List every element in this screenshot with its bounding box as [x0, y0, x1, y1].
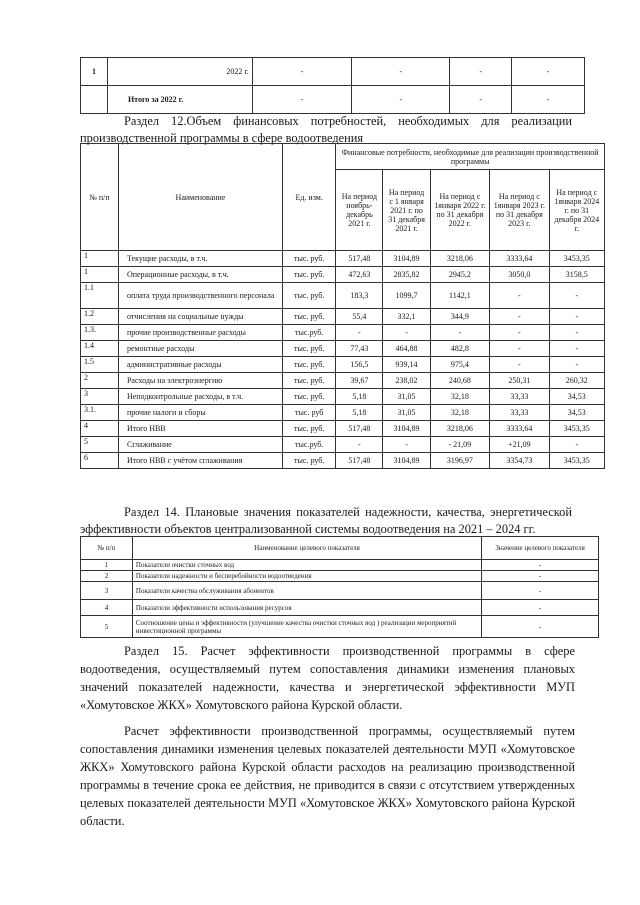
cell-value: 31,05 [383, 389, 430, 405]
cell-unit: тыс. руб. [283, 453, 336, 469]
cell-value: 517,48 [336, 251, 383, 267]
cell-value: 5,18 [336, 405, 383, 421]
section15-paragraph: Расчет эффективности производственной программы, осуществляемый путем сопоставления динамики изменения целевых показателей деятельности МУП «Хомутовское ЖКХ» Хомутовского района Курской области расходов на реализацию производственной программы в течение срока ее действия, не приводится в связи с отсутствием утвержденных целевых показателей деятельности МУП «Хомутовское ЖКХ» Хомутовского района Курской области. [80, 724, 575, 828]
table-header-row [81, 537, 599, 560]
cell-name: Неподконтрольные расходы, в т.ч. [118, 389, 282, 405]
cell-value: 482,8 [430, 341, 489, 357]
cell-name: Соотношение цены и эффективности (улучшение качества очистки сточных вод ) реализации мероприятий инвестиционной программы [132, 616, 481, 638]
cell-num: 2 [81, 373, 119, 389]
cell-unit: тыс. руб. [283, 357, 336, 373]
table-row [81, 582, 599, 600]
cell-unit: тыс. руб. [283, 251, 336, 267]
cell-name: оплата труда производственного персонала [118, 283, 282, 309]
header-group: Финансовые потребности, необходимые для реализации производственной программы [336, 144, 605, 170]
cell-num: 5 [81, 616, 133, 638]
header-value: Значение целевого показателя [482, 537, 599, 560]
cell-value: 3333,64 [490, 421, 549, 437]
header-name: Наименование целевого показателя [132, 537, 481, 560]
cell-value: - [430, 325, 489, 341]
cell-value: 472,63 [336, 267, 383, 283]
cell-num: 1.1 [81, 283, 119, 309]
cell-value: 3104,89 [383, 251, 430, 267]
cell-value: 1142,1 [430, 283, 489, 309]
cell-name: отчисления на социальные нужды [118, 309, 282, 325]
cell-value: 3050,0 [490, 267, 549, 283]
cell-value: - [490, 283, 549, 309]
cell-value: 939,14 [383, 357, 430, 373]
cell-value: - [490, 325, 549, 341]
cell-name: Показатели качества обслуживания абонентов [132, 582, 481, 600]
table-row [81, 86, 585, 114]
section14-table [80, 536, 599, 638]
cell: - [512, 58, 585, 86]
cell-value: 34,53 [549, 405, 604, 421]
table-header-row [81, 144, 605, 170]
cell-value: - [482, 571, 599, 582]
cell-value: +21,09 [490, 437, 549, 453]
cell-value: 3104,89 [383, 421, 430, 437]
cell-value: 3104,89 [383, 453, 430, 469]
cell-value: 975,4 [430, 357, 489, 373]
cell: 2022 г. [107, 58, 252, 86]
cell-num: 1.4 [81, 341, 119, 357]
cell-value: - [490, 357, 549, 373]
cell-name: административные расходы [118, 357, 282, 373]
cell-value: - [549, 437, 604, 453]
cell-name: Расходы на электроэнергию [118, 373, 282, 389]
cell-value: 33,33 [490, 389, 549, 405]
header-period: На период с 1 января 2021 г. по 31 декабря 2021 г. [383, 170, 430, 251]
cell: 1 [81, 58, 108, 86]
cell-value: 31,05 [383, 405, 430, 421]
cell-name: Операционные расходы, в т.ч. [118, 267, 282, 283]
cell-value: - [549, 325, 604, 341]
header-num: № п/п [81, 537, 133, 560]
cell-value: 332,1 [383, 309, 430, 325]
cell-value: - [549, 357, 604, 373]
cell-value: 55,4 [336, 309, 383, 325]
cell-value: 3453,35 [549, 251, 604, 267]
header-unit: Ед. изм. [283, 144, 336, 251]
cell-value: - [482, 600, 599, 616]
cell-num: 3 [81, 582, 133, 600]
cell-num: 2 [81, 571, 133, 582]
cell-value: - [482, 616, 599, 638]
cell-unit: тыс. руб. [283, 267, 336, 283]
cell-value: 2835,82 [383, 267, 430, 283]
cell-value: - [482, 560, 599, 571]
section12-table [80, 143, 605, 469]
header-period: На период ноябрь-декабрь 2021 г. [336, 170, 383, 251]
cell-value: - 21,09 [430, 437, 489, 453]
cell-num: 3.1. [81, 405, 119, 421]
cell-value: 517,48 [336, 421, 383, 437]
table-row [81, 325, 605, 341]
cell-num: 1.2 [81, 309, 119, 325]
table-row [81, 421, 605, 437]
header-period: На период с 1января 2022 г. по 31 декабря 2022 г. [430, 170, 489, 251]
table-row [81, 267, 605, 283]
cell-value: - [490, 341, 549, 357]
cell-num: 5 [81, 437, 119, 453]
cell-value: 250,31 [490, 373, 549, 389]
cell-value: 156,5 [336, 357, 383, 373]
cell-value: - [383, 325, 430, 341]
cell-value: 32,18 [430, 405, 489, 421]
table-row [81, 373, 605, 389]
cell-value: 77,43 [336, 341, 383, 357]
cell-value: 5,18 [336, 389, 383, 405]
table-row [81, 453, 605, 469]
section14-title: Раздел 14. Плановые значения показателей надежности, качества, энергетической эффективности объектов централизованной системы водоотведения на 2021 – 2024 гг. [80, 505, 572, 536]
cell-value: 1099,7 [383, 283, 430, 309]
cell-value: 240,68 [430, 373, 489, 389]
cell: - [252, 86, 352, 114]
cell-value: 3354,73 [490, 453, 549, 469]
cell-unit: тыс. руб. [283, 341, 336, 357]
cell-value: 517,48 [336, 453, 383, 469]
cell-value: 3453,35 [549, 453, 604, 469]
cell: - [252, 58, 352, 86]
table-row [81, 58, 585, 86]
cell-unit: тыс. руб. [283, 373, 336, 389]
cell-unit: тыс. руб. [283, 421, 336, 437]
table-row [81, 405, 605, 421]
cell-name: Текущие расходы, в т.ч. [118, 251, 282, 267]
cell-value: 183,3 [336, 283, 383, 309]
table-row [81, 341, 605, 357]
cell-value: - [549, 341, 604, 357]
cell-name: Показатели очистки сточных вод [132, 560, 481, 571]
cell-unit: тыс. руб. [283, 389, 336, 405]
cell: Итого за 2022 г. [107, 86, 252, 114]
cell-name: Показатели эффективности использования ресурсов [132, 600, 481, 616]
cell-value: - [549, 283, 604, 309]
cell: - [512, 86, 585, 114]
cell-value: 238,02 [383, 373, 430, 389]
header-name: Наименование [118, 144, 282, 251]
section12-title: Раздел 12.Объем финансовых потребностей, необходимых для реализации производственной программы в сфере водоотведения [80, 114, 572, 145]
cell-value: 2945,2 [430, 267, 489, 283]
cell-value: - [336, 325, 383, 341]
cell-value: 3158,5 [549, 267, 604, 283]
cell-name: Итого НВВ [118, 421, 282, 437]
cell-value: 39,67 [336, 373, 383, 389]
cell: - [450, 86, 512, 114]
cell-unit: тыс.руб. [283, 437, 336, 453]
table-row [81, 571, 599, 582]
table-row [81, 437, 605, 453]
cell: - [352, 58, 450, 86]
cell-unit: тыс. руб [283, 405, 336, 421]
cell-value: - [383, 437, 430, 453]
cell: - [450, 58, 512, 86]
cell-value: 3218,06 [430, 251, 489, 267]
cell-value: - [336, 437, 383, 453]
table-row [81, 560, 599, 571]
cell-num: 6 [81, 453, 119, 469]
cell-name: прочие налоги и сборы [118, 405, 282, 421]
cell-num: 1 [81, 560, 133, 571]
cell-num: 1 [81, 267, 119, 283]
cell-value: 34,53 [549, 389, 604, 405]
header-num: № п/п [81, 144, 119, 251]
cell-name: Показатели надежности и бесперебойности водоотведения [132, 571, 481, 582]
cell-value: 3218,06 [430, 421, 489, 437]
cell-num: 3 [81, 389, 119, 405]
cell-value: 3453,35 [549, 421, 604, 437]
cell-unit: тыс. руб. [283, 283, 336, 309]
cell-name: Итого НВВ с учётом сглаживания [118, 453, 282, 469]
cell-value: 3333,64 [490, 251, 549, 267]
cell-value: 464,88 [383, 341, 430, 357]
cell-num: 4 [81, 421, 119, 437]
header-period: На период с 1января 2023 г. по 31 декабря 2023 г. [490, 170, 549, 251]
cell-value: 3196,97 [430, 453, 489, 469]
table-row [81, 616, 599, 638]
table-row [81, 357, 605, 373]
cell-value: 344,9 [430, 309, 489, 325]
table-row [81, 389, 605, 405]
cell-num: 4 [81, 600, 133, 616]
cell-num: 1.5 [81, 357, 119, 373]
cell-value: 33,33 [490, 405, 549, 421]
cell-value: - [482, 582, 599, 600]
table-row [81, 251, 605, 267]
cell: - [352, 86, 450, 114]
cell [81, 86, 108, 114]
top-table [80, 57, 585, 114]
cell-value: 260,32 [549, 373, 604, 389]
cell-value: 32,18 [430, 389, 489, 405]
table-row [81, 283, 605, 309]
section15-title: Раздел 15. Расчет эффективности производственной программы в сфере водоотведения, осуществляемый путем сопоставления динамики изменения плановых значений показателей надежности, качества и энергетической эффективности МУП «Хомутовское ЖКХ» Хомутовского района Курской области. [80, 644, 575, 712]
table-row [81, 309, 605, 325]
table-row [81, 600, 599, 616]
cell-value: - [549, 309, 604, 325]
cell-value: - [490, 309, 549, 325]
cell-name: ремонтные расходы [118, 341, 282, 357]
cell-num: 1 [81, 251, 119, 267]
cell-name: прочие производственные расходы [118, 325, 282, 341]
cell-unit: тыс. руб. [283, 309, 336, 325]
cell-num: 1.3. [81, 325, 119, 341]
cell-name: Сглаживание [118, 437, 282, 453]
cell-unit: тыс.руб. [283, 325, 336, 341]
header-period: На период с 1января 2024 г. по 31 декабря 2024 г. [549, 170, 604, 251]
